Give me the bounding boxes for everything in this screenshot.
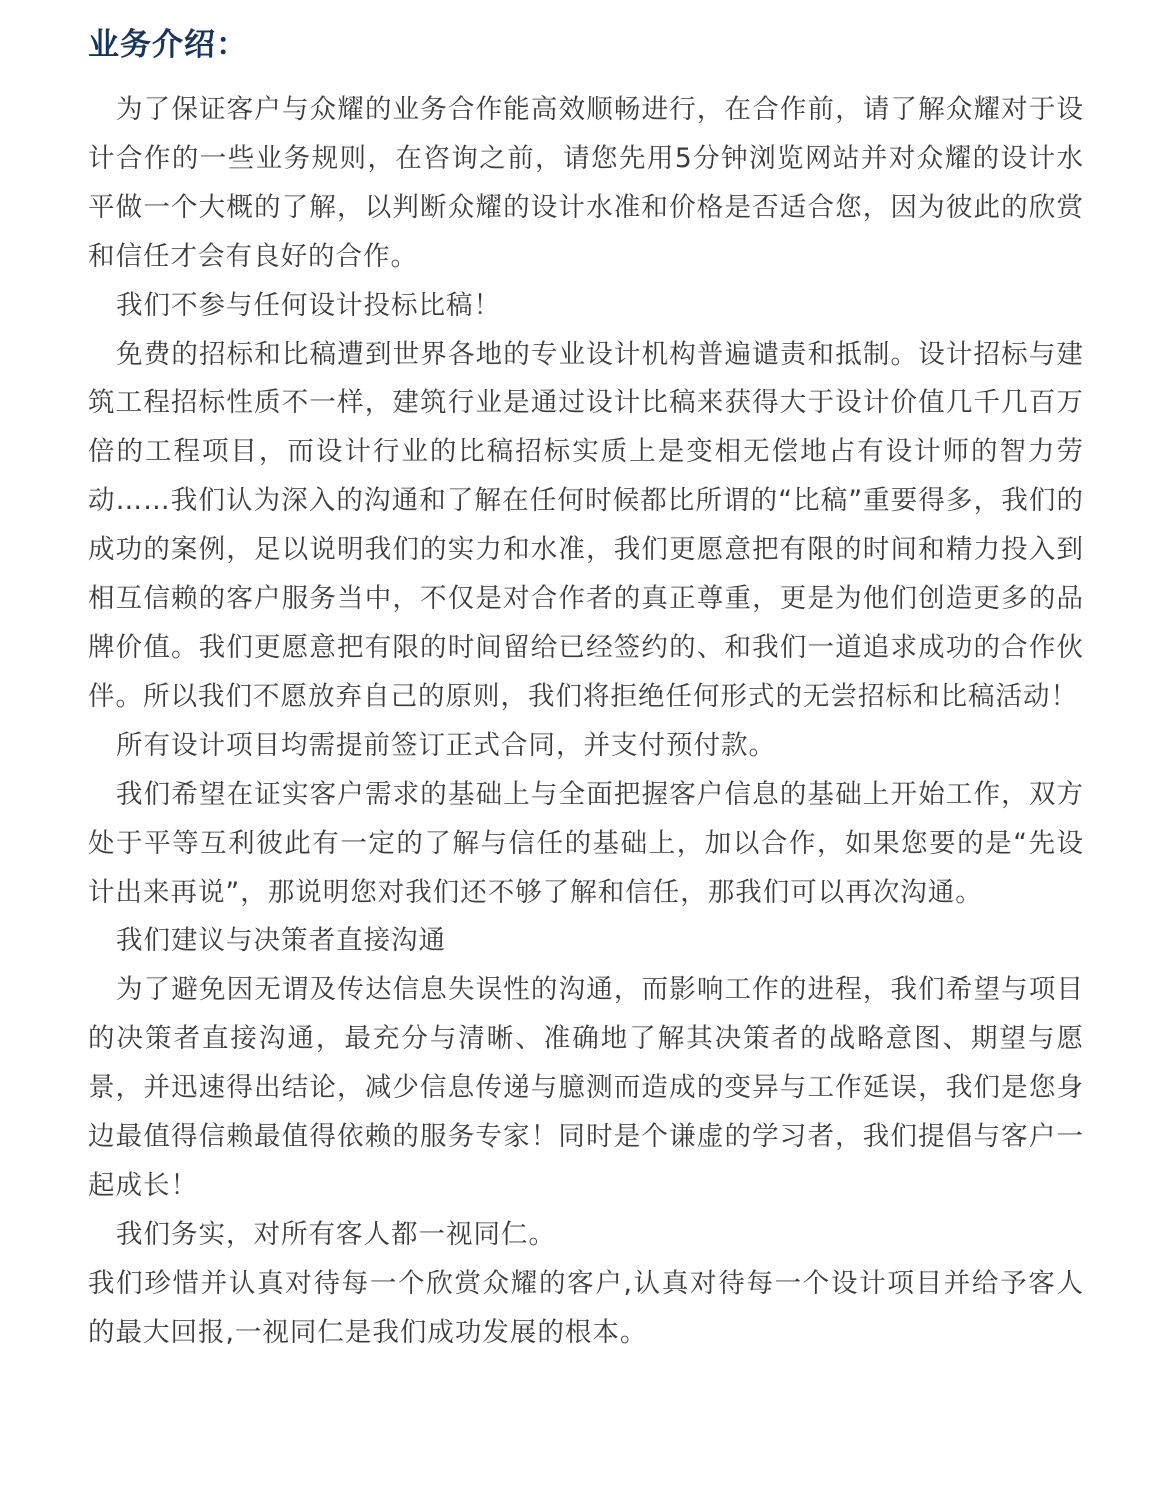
business-intro-section xyxy=(88,18,1084,1358)
paragraph-contract-requirement: 所有设计项目均需提前签订正式合同，并支付预付款。 xyxy=(116,729,776,761)
paragraph-cooperation-intro: 为了保证客户与众耀的业务合作能高效顺畅进行，在合作前，请了解众耀对于设计合作的一些业务规则，在咨询之前，请您先用5分钟浏览网站并对众耀的设计水平做一个大概的了解，以判断众耀的设计水准和价格是否适合您，因为彼此的欣赏和信任才会有良好的合作。 xyxy=(88,94,1084,272)
paragraph-bidding-explanation: 免费的招标和比稿遭到世界各地的专业设计机构普遍谴责和抵制。设计招标与建筑工程招标性质不一样，建筑行业是通过设计比稿来获得大于设计价值几千几百万倍的工程项目，而设计行业的比稿招标实质上是变相无偿地占有设计师的智力劳动……我们认为深入的沟通和了解在任何时候都比所谓的“比稿”重要得多，我们的成功的案例，足以说明我们的实力和水准，我们更愿意把有限的时间和精力投入到相互信赖的客户服务当中，不仅是对合作者的真正尊重，更是为他们创造更多的品牌价值。我们更愿意把有限的时间留给已经签约的、和我们一道追求成功的合作伙伴。所以我们不愿放弃自己的原则，我们将拒绝任何形式的无尝招标和比稿活动！ xyxy=(88,338,1084,712)
intro-body xyxy=(88,86,1084,1358)
paragraph-no-bidding-statement: 我们不参与任何设计投标比稿！ xyxy=(116,289,501,321)
paragraph-mutual-trust: 我们希望在证实客户需求的基础上与全面把握客户信息的基础上开始工作，双方处于平等互利彼此有一定的了解与信任的基础上，加以合作，如果您要的是“先设计出来再说”，那说明您对我们还不够了解和信任，那我们可以再次沟通。 xyxy=(88,778,1084,908)
section-heading: 业务介绍： xyxy=(88,27,248,63)
paragraph-equal-treatment-statement: 我们务实，对所有客人都一视同仁。 xyxy=(116,1218,556,1250)
paragraph-direct-communication-detail: 为了避免因无谓及传达信息失误性的沟通，而影响工作的进程，我们希望与项目的决策者直接沟通，最充分与清晰、准确地了解其决策者的战略意图、期望与愿景，并迅速得出结论，减少信息传递与臆测而造成的变异与工作延误，我们是您身边最值得信赖最值得依赖的服务专家！同时是个谦虚的学习者，我们提倡与客户一起成长！ xyxy=(88,974,1084,1201)
paragraph-direct-communication-statement: 我们建议与决策者直接沟通 xyxy=(116,925,446,957)
paragraph-equal-treatment-detail: 我们珍惜并认真对待每一个欣赏众耀的客户,认真对待每一个设计项目并给予客人的最大回报,一视同仁是我们成功发展的根本。 xyxy=(88,1267,1084,1348)
